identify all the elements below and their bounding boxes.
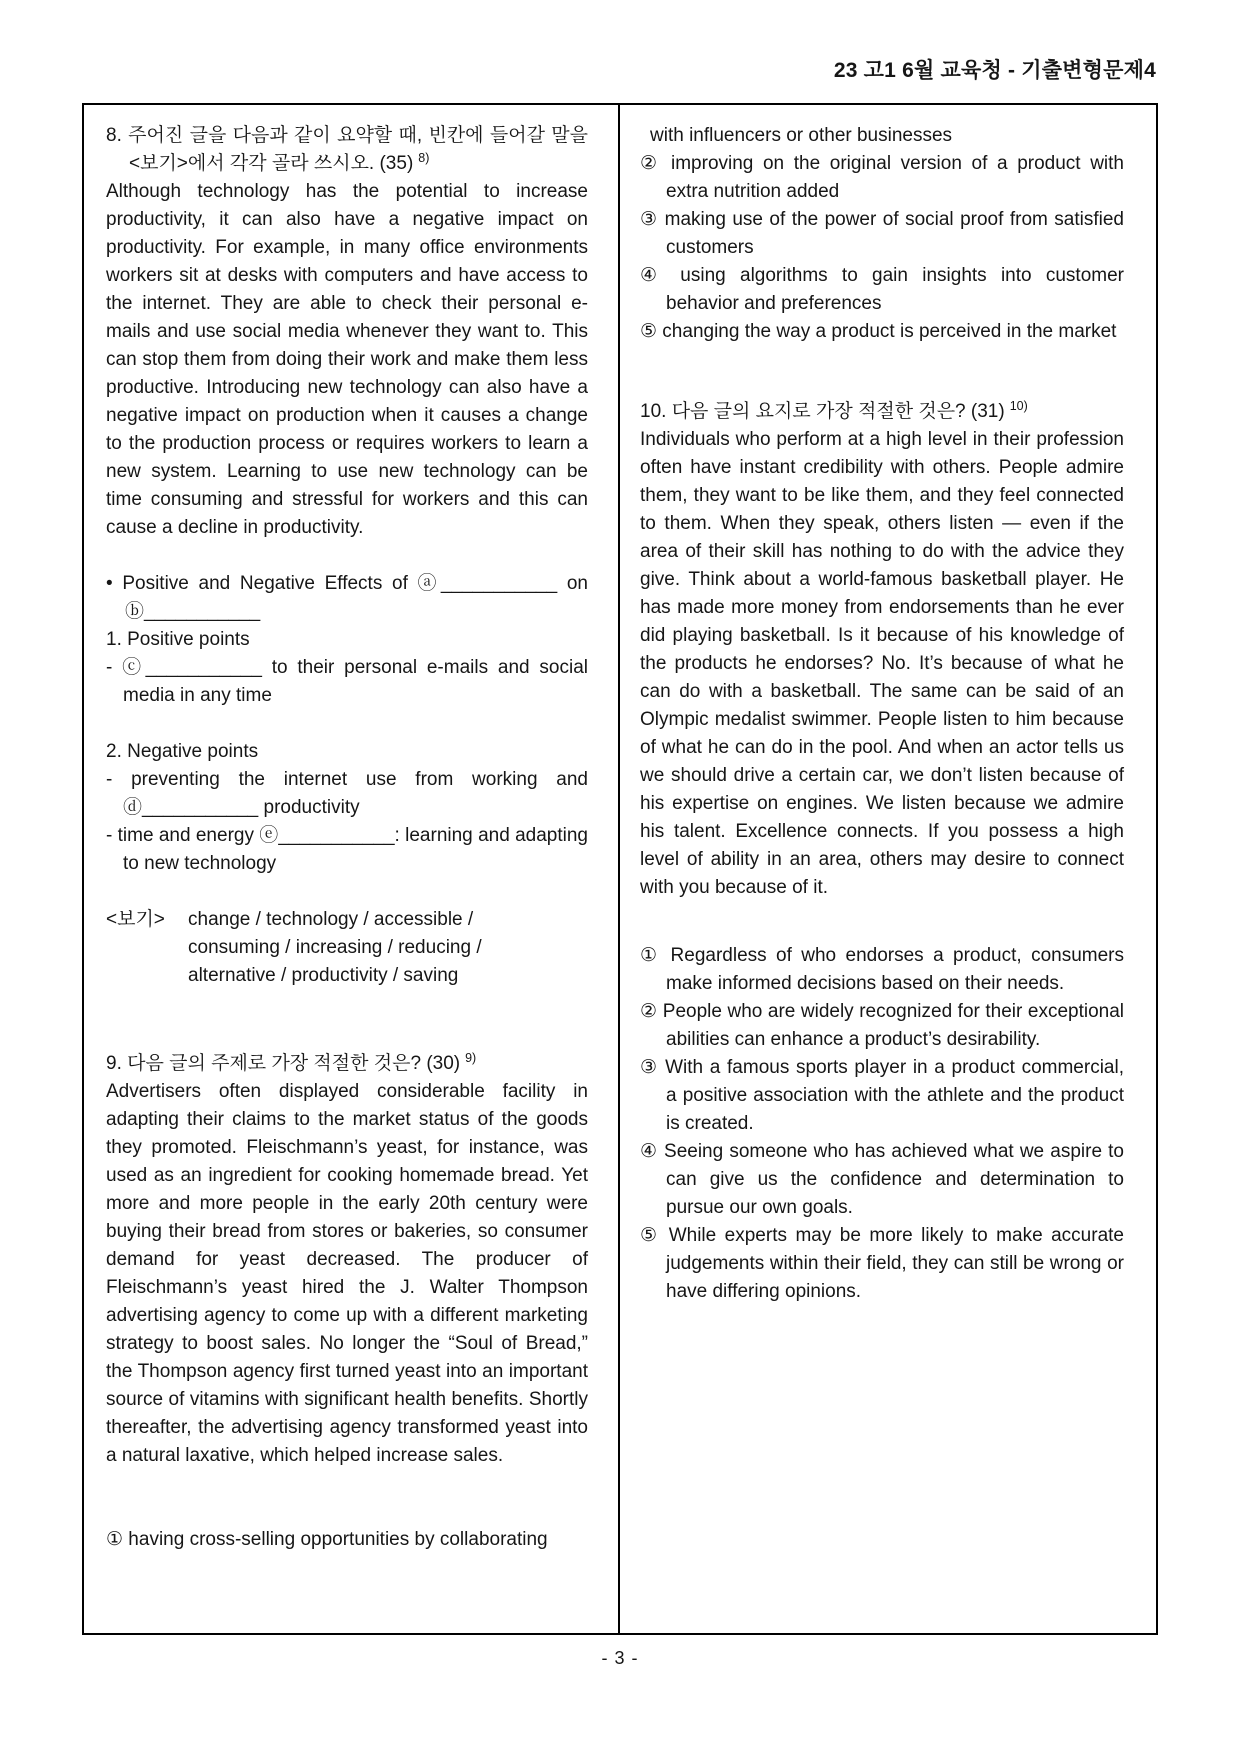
- summary-positive-heading: 1. Positive points: [106, 629, 250, 650]
- right-column: [620, 105, 1156, 1633]
- content-border-box: [82, 103, 1158, 1635]
- question-9-passage: Advertisers often displayed considerable facility in adapting their claims to the market status of the goods they promoted. Fleischmann’s yeast, for instance, was used as an ingredient for cooking homemade bread. Yet more and more people in the early 20th century were buying their bread from stores or bakeries, so consumer demand for yeast decreased. The producer of Fleischmann’s yeast hired the J. Walter Thompson advertising agency to come up with a different marketing strategy to boost sales. No longer the “Soul of Bread,” the Thompson agency first turned yeast into an important source of vitamins with significant health benefits. Shortly thereafter, the advertising agency transformed yeast into a natural laxative, which helped increase sales.: [106, 1081, 588, 1466]
- question-10-footnote-ref: 10): [1009, 399, 1028, 413]
- page-number: - 3 -: [601, 1648, 639, 1668]
- question-9-footnote-ref: 9): [465, 1051, 477, 1065]
- question-9-title-text: 9. 다음 글의 주제로 가장 적절한 것은? (30): [106, 1053, 461, 1074]
- question-9-option-4: ④ using algorithms to gain insights into customer behavior and preferences: [640, 265, 1124, 314]
- question-10-option-2: ② People who are widely recognized for their exceptional abilities can enhance a product’s desirability.: [640, 1001, 1124, 1050]
- question-10-title-text: 10. 다음 글의 요지로 가장 적절한 것은? (31): [640, 401, 1005, 422]
- question-10-section: [640, 398, 1124, 1306]
- question-9-section: [106, 1050, 588, 1554]
- question-8-footnote-ref: 8): [418, 151, 430, 165]
- question-9-options-continued: [640, 122, 1124, 346]
- question-10-title: [640, 398, 1124, 426]
- question-8-title-text: 8. 주어진 글을 다음과 같이 요약할 때, 빈칸에 들어갈 말을 <보기>에서 각각 골라 쓰시오. (35): [106, 125, 588, 174]
- page-header-title: 23 고1 6월 교육청 - 기출변형문제4: [833, 59, 1156, 82]
- question-9-option-2: ② improving on the original version of a product with extra nutrition added: [640, 153, 1124, 202]
- question-8-word-bank: [106, 906, 570, 990]
- summary-positive-item: - ⓒ___________ to their personal e-mails and social media in any time: [106, 657, 588, 706]
- question-8-section: [106, 122, 588, 990]
- left-column: [84, 105, 620, 1633]
- word-bank-label: <보기>: [106, 909, 165, 930]
- question-10-passage: Individuals who perform at a high level in their profession often have instant credibility with others. People admire them, they want to be like them, and they feel connected to them. When they speak, others listen — even if the area of their skill has nothing to do with the advice they give. Think about a world-famous basketball player. He has made more money from endorsements than he ever did playing basketball. Is it because of his knowledge of the products he endorses? No. It’s because of what he can do with a basketball. The same can be said of an Olympic medalist swimmer. People listen to him because of what he can do in the pool. And when an actor tells us we should drive a certain car, we don’t listen because of his expertise on engines. We listen because we admire his talent. Excellence connects. If you possess a high level of ability in an area, others may desire to connect with you because of it.: [640, 429, 1124, 898]
- question-8-passage: Although technology has the potential to increase productivity, it can also have a negative impact on productivity. For example, in many office environments workers sit at desks with computers and have access to the internet. They are able to check their personal e-mails and use social media whenever they want to. This can stop them from doing their work and make them less productive. Introducing new technology can also have a negative impact on production when it causes a change to the production process or requires workers to learn a new system. Learning to use new technology can be time consuming and stressful for workers and this can cause a decline in productivity.: [106, 181, 588, 538]
- question-9-title: [106, 1050, 588, 1078]
- summary-title-line: • Positive and Negative Effects of ⓐ___________ on ⓑ___________: [106, 573, 588, 622]
- summary-negative-heading: 2. Negative points: [106, 741, 259, 762]
- summary-negative-item-2: - time and energy ⓔ___________: learning and adapting to new technology: [106, 825, 588, 874]
- question-8-title: [106, 122, 588, 178]
- question-9-option-1-continuation: with influencers or other businesses: [650, 125, 953, 146]
- question-10-option-1: ① Regardless of who endorses a product, consumers make informed decisions based on their needs.: [640, 945, 1124, 994]
- question-10-option-3: ③ With a famous sports player in a product commercial, a positive association with the athlete and the product is created.: [640, 1057, 1124, 1134]
- word-bank-words: change / technology / accessible / consuming / increasing / reducing / alternative / productivity / saving: [188, 909, 482, 986]
- question-9-option-1: ① having cross-selling opportunities by collaborating: [106, 1529, 548, 1550]
- question-8-summary: [106, 570, 588, 878]
- question-9-option-5: ⑤ changing the way a product is perceived in the market: [640, 321, 1117, 342]
- question-10-options: [640, 942, 1124, 1306]
- question-9-option-3: ③ making use of the power of social proof from satisfied customers: [640, 209, 1124, 258]
- question-10-option-4: ④ Seeing someone who has achieved what we aspire to can give us the confidence and determination to pursue our own goals.: [640, 1141, 1124, 1218]
- question-10-option-5: ⑤ While experts may be more likely to make accurate judgements within their field, they can still be wrong or have differing opinions.: [640, 1225, 1124, 1302]
- summary-negative-item-1: - preventing the internet use from working and ⓓ___________ productivity: [106, 769, 588, 818]
